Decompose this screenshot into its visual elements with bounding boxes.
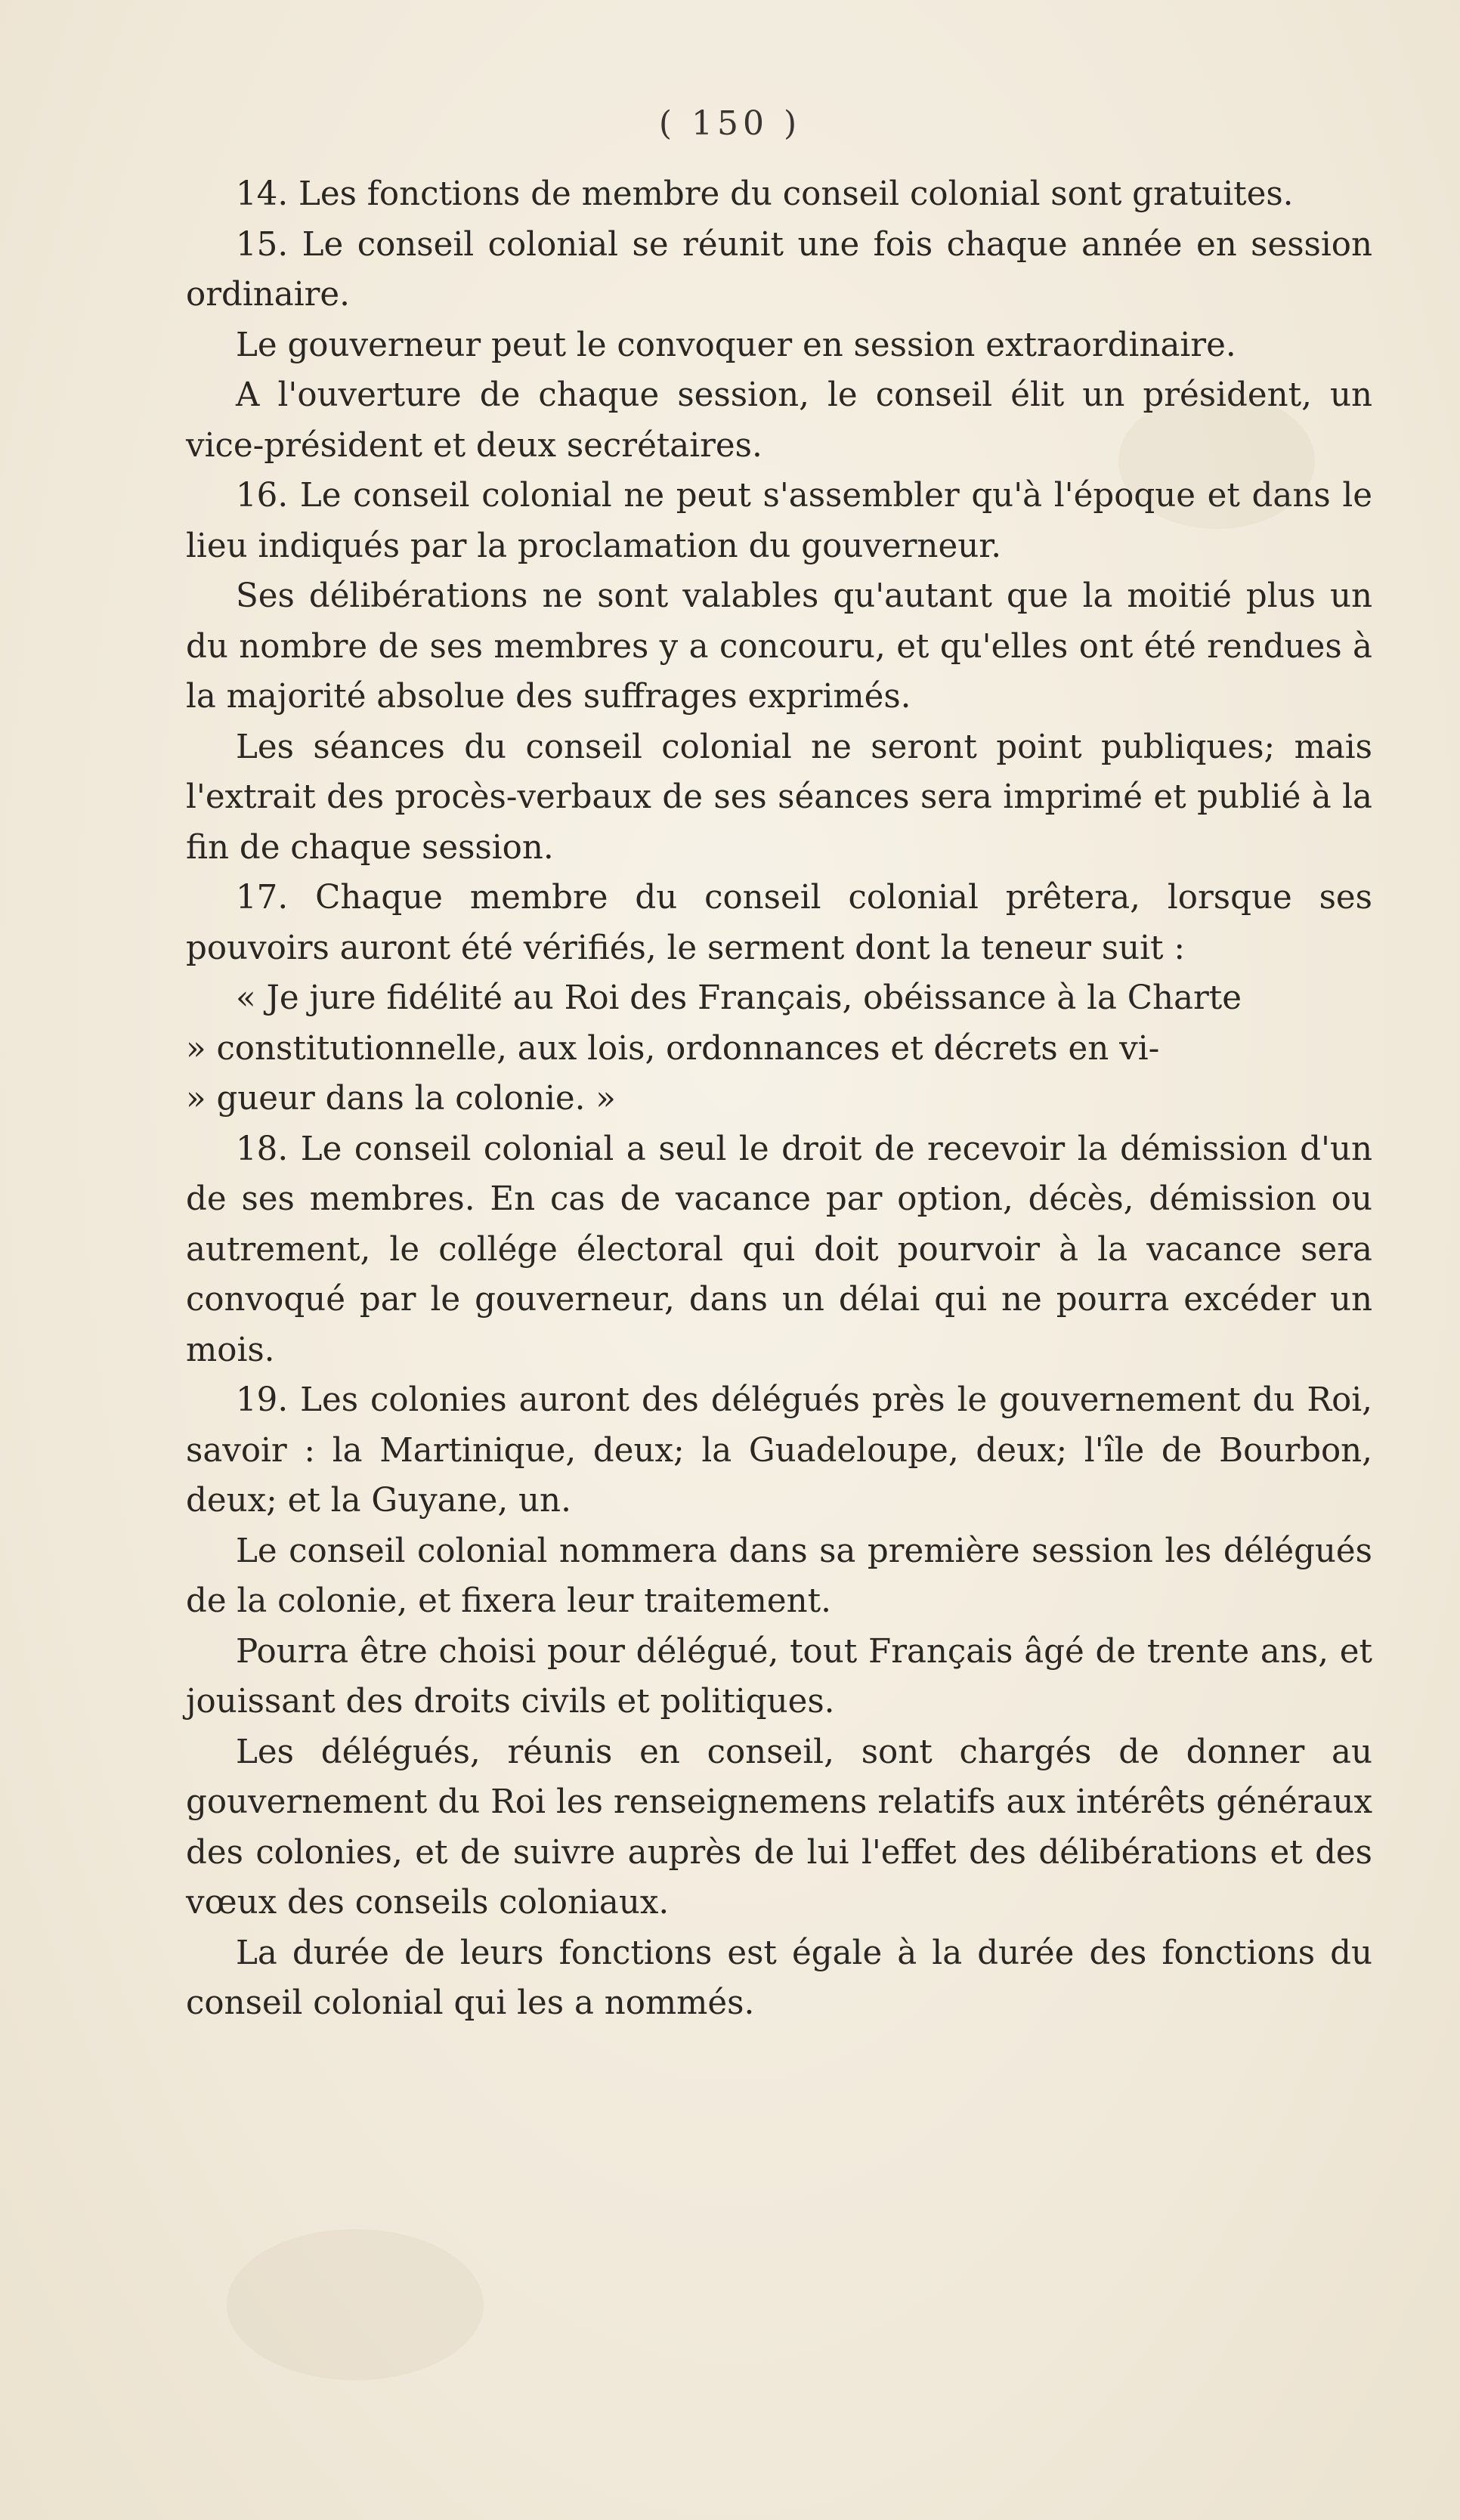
paragraph: Le conseil colonial nommera dans sa première session les délégués de la colonie, et fixera leur traitement. xyxy=(186,1532,1372,1620)
paragraph-article-16: 16. Le conseil colonial ne peut s'assembler qu'à l'époque et dans le lieu indiqués par la proclamation du gouverneur. xyxy=(186,477,1372,565)
paragraph: Les délégués, réunis en conseil, sont chargés de donner au gouvernement du Roi les renseignemens relatifs aux intérêts généraux des colonies, et de suivre auprès de lui l'effet des délibérations et des vœux des conseils coloniaux. xyxy=(186,1733,1372,1922)
oath-line: « Je jure fidélité au Roi des Français, obéissance à la Charte xyxy=(236,979,1242,1017)
paragraph: Le gouverneur peut le convoquer en session extraordinaire. xyxy=(236,326,1236,364)
paragraph-article-14: 14. Les fonctions de membre du conseil colonial sont gratuites. xyxy=(236,175,1294,213)
paragraph: A l'ouverture de chaque session, le conseil élit un président, un vice-président et deux secrétaires. xyxy=(186,376,1372,465)
paper-stain xyxy=(227,2229,484,2380)
paragraph: Pourra être choisi pour délégué, tout Français âgé de trente ans, et jouissant des droits civils et politiques. xyxy=(186,1632,1372,1721)
oath-line: » gueur dans la colonie. » xyxy=(186,1080,616,1118)
body-text xyxy=(186,169,1372,2029)
paragraph-article-18: 18. Le conseil colonial a seul le droit de recevoir la démission d'un de ses membres. En cas de vacance par option, décès, démission ou autrement, le collége électoral qui doit pourvoir à la vacance sera convoqué par le gouverneur, dans un délai qui ne pourra excéder un mois. xyxy=(186,1130,1372,1369)
paragraph: La durée de leurs fonctions est égale à la durée des fonctions du conseil colonial qui les a nommés. xyxy=(186,1934,1372,2022)
paragraph-article-17: 17. Chaque membre du conseil colonial prêtera, lorsque ses pouvoirs auront été vérifiés, le serment dont la teneur suit : xyxy=(186,879,1372,967)
paragraph: Ses délibérations ne sont valables qu'autant que la moitié plus un du nombre de ses membres y a concouru, et qu'elles ont été rendues à la majorité absolue des suffrages exprimés. xyxy=(186,577,1372,716)
oath-quote xyxy=(186,973,1372,1124)
oath-line: » constitutionnelle, aux lois, ordonnances et décrets en vi- xyxy=(186,1029,1160,1068)
page-number: ( 150 ) xyxy=(658,104,802,143)
paragraph: Les séances du conseil colonial ne seront point publiques; mais l'extrait des procès-verbaux de ses séances sera imprimé et publié à la fin de chaque session. xyxy=(186,728,1372,867)
paragraph-article-15: 15. Le conseil colonial se réunit une fois chaque année en session ordinaire. xyxy=(186,225,1372,314)
paragraph-article-19: 19. Les colonies auront des délégués près le gouvernement du Roi, savoir : la Martinique, deux; la Guadeloupe, deux; l'île de Bourbon, deux; et la Guyane, un. xyxy=(186,1381,1372,1520)
